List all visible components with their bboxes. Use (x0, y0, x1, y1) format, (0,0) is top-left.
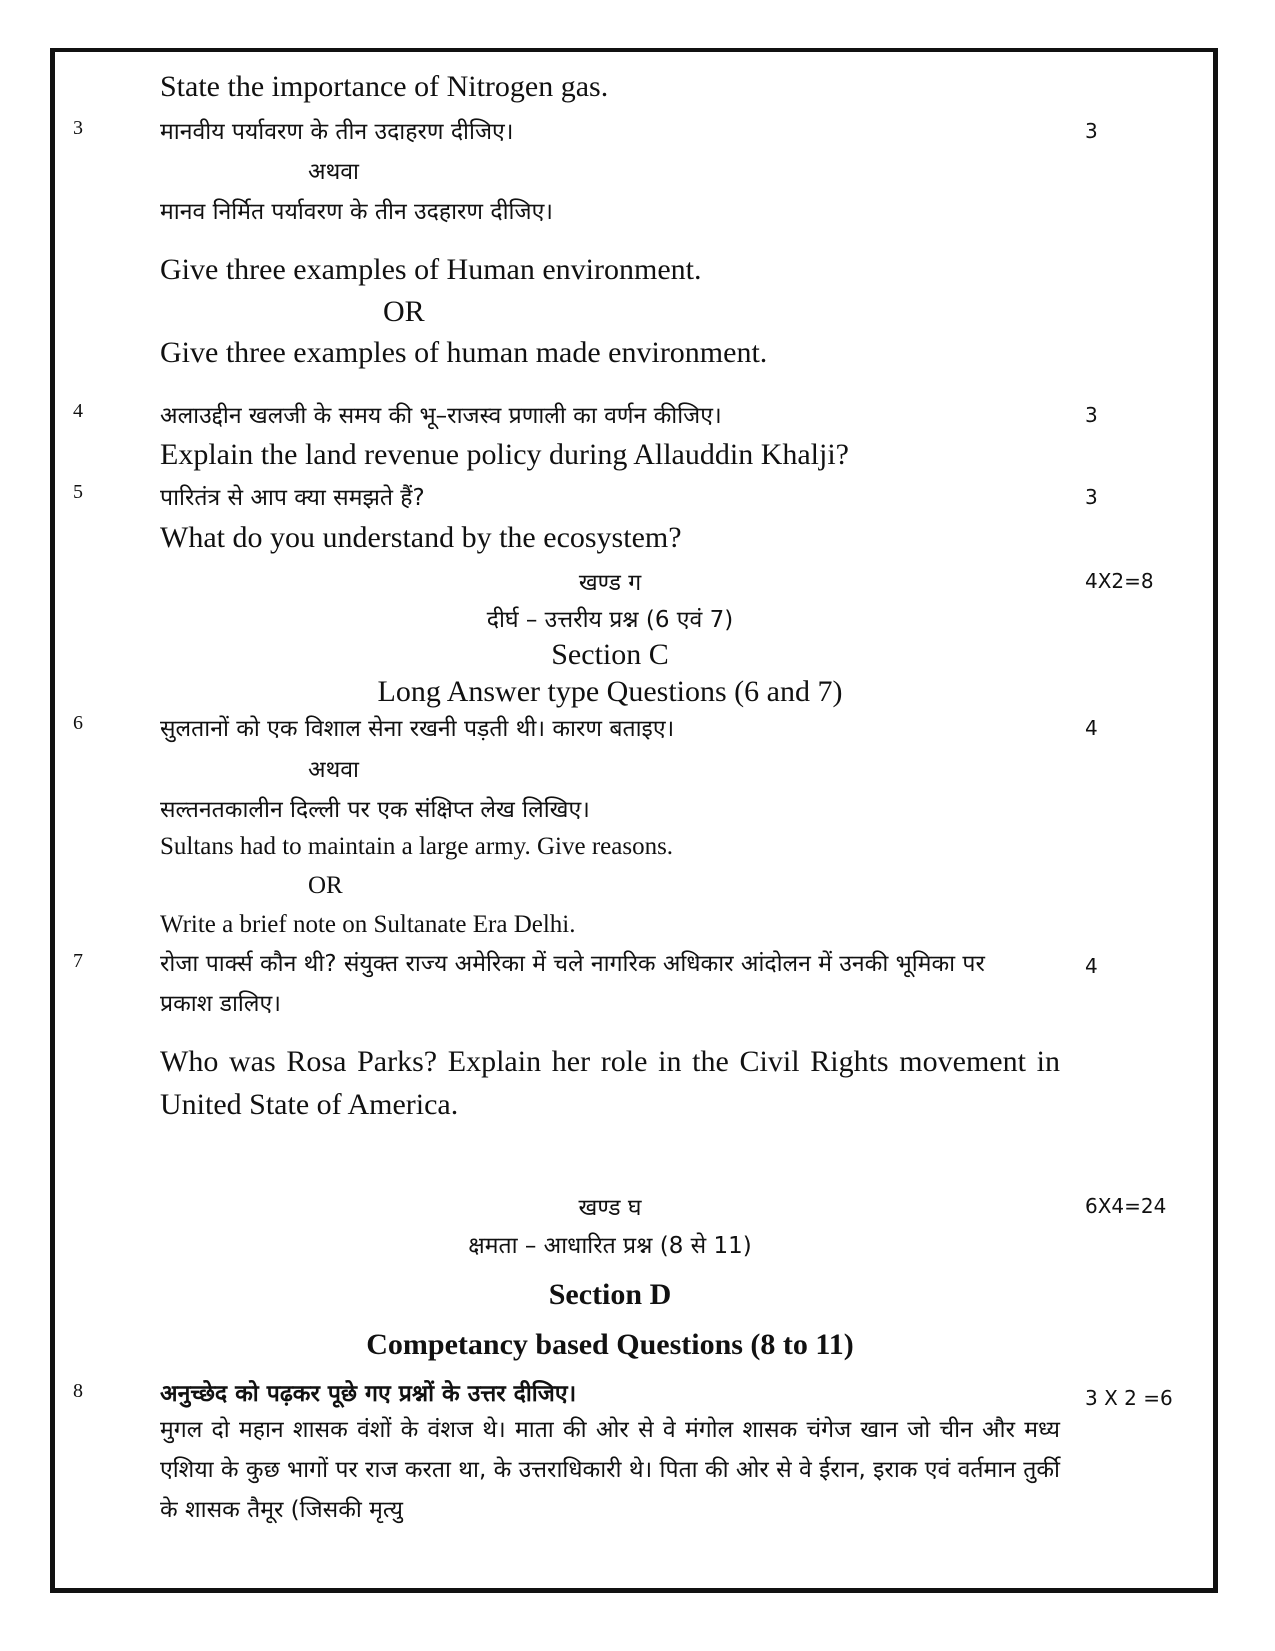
q5-number: 5 (73, 481, 83, 503)
section-d-hindi-subtitle: क्षमता – आधारित प्रश्न (8 से 11) (468, 1233, 752, 1259)
section-c-marks: 4X2=8 (1085, 569, 1154, 593)
q5-english: What do you understand by the ecosystem? (160, 521, 682, 554)
section-d-subtitle: Competancy based Questions (8 to 11) (366, 1328, 854, 1361)
q5-marks: 3 (1085, 485, 1098, 509)
q3-english: Give three examples of Human environment. (160, 253, 702, 286)
q7-number: 7 (73, 950, 83, 972)
q4-hindi: अलाउद्दीन खलजी के समय की भू–राजस्व प्रणाली का वर्णन कीजिए। (160, 403, 722, 429)
section-c-hindi-title: खण्ड ग (578, 570, 642, 596)
q3-number: 3 (73, 117, 83, 139)
q7-marks: 4 (1085, 954, 1098, 978)
q3-lead-en: State the importance of Nitrogen gas. (160, 70, 609, 103)
q3-marks: 3 (1085, 119, 1098, 143)
q6-hindi: सुलतानों को एक विशाल सेना रखनी पड़ती थी। कारण बताइए। (160, 716, 675, 742)
q6-english: Sultans had to maintain a large army. Give reasons. (160, 833, 674, 860)
q3-english-or: OR (383, 295, 425, 328)
q4-number: 4 (73, 400, 83, 422)
section-c-subtitle: Long Answer type Questions (6 and 7) (377, 675, 843, 708)
q6-english-or: OR (308, 872, 343, 899)
q6-english-alt: Write a brief note on Sultanate Era Delhi. (160, 911, 576, 938)
section-c-hindi-subtitle: दीर्घ – उत्तरीय प्रश्न (6 एवं 7) (486, 607, 734, 633)
section-c-title: Section C (551, 638, 669, 671)
q3-hindi-or: अथवा (308, 159, 360, 185)
q7-english: Who was Rosa Parks? Explain her role in the Civil Rights movement in United State of America. (160, 1045, 1060, 1121)
q8-passage: मुगल दो महान शासक वंशों के वंशज थे। माता की ओर से वे मंगोल शासक चंगेज खान जो चीन और मध्य एशिया के कुछ भागों पर राज करता था, के उत्तराधिकारी थे। पिता की ओर से वे ईरान, इराक एवं वर्तमान तुर्की के शासक तैमूर (जिसकी मृत्यु (160, 1417, 1060, 1523)
q8-marks: 3 X 2 =6 (1085, 1386, 1173, 1410)
q6-number: 6 (73, 712, 83, 734)
q6-hindi-or: अथवा (308, 757, 360, 783)
q8-number: 8 (73, 1380, 83, 1402)
q3-english-alt: Give three examples of human made environment. (160, 336, 768, 369)
section-d-hindi-title: खण्ड घ (578, 1195, 642, 1221)
q5-hindi: पारितंत्र से आप क्या समझते हैं? (160, 485, 425, 511)
q4-english: Explain the land revenue policy during Allauddin Khalji? (160, 438, 849, 471)
q3-hindi-alt: मानव निर्मित पर्यावरण के तीन उदहारण दीजिए। (160, 199, 554, 225)
q6-marks: 4 (1085, 716, 1098, 740)
q8-hindi-instruction: अनुच्छेद को पढ़कर पूछे गए प्रश्नों के उत्तर दीजिए। (160, 1381, 577, 1407)
section-d-marks: 6X4=24 (1085, 1194, 1167, 1218)
q7-hindi: रोजा पार्क्स कौन थी? संयुक्त राज्य अमेरिका में चले नागरिक अधिकार आंदोलन में उनकी भूमिका पर प्रकाश डालिए। (160, 951, 985, 1017)
section-d-title: Section D (548, 1278, 672, 1311)
q3-hindi: मानवीय पर्यावरण के तीन उदाहरण दीजिए। (160, 119, 514, 145)
q4-marks: 3 (1085, 403, 1098, 427)
q6-hindi-alt: सल्तनतकालीन दिल्ली पर एक संक्षिप्त लेख लिखिए। (160, 797, 590, 823)
